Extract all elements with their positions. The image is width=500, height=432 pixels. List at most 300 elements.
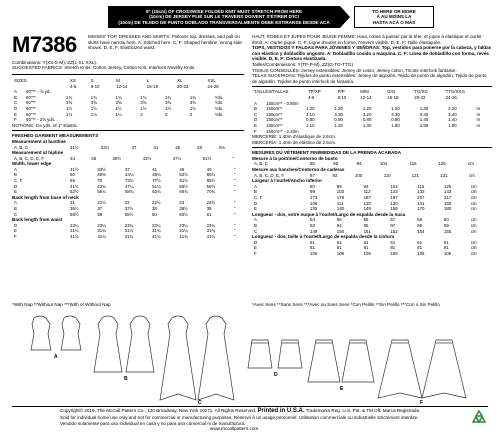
cell: 106	[310, 250, 318, 256]
cell: 31½	[70, 166, 79, 172]
cell: 149	[310, 228, 318, 234]
cell: 3.30	[334, 111, 343, 117]
size-col: P/P	[337, 89, 345, 95]
cell: 150	[443, 200, 452, 206]
cell: 81	[417, 245, 423, 251]
cell: 173	[310, 195, 318, 201]
cell: 31¾	[97, 228, 106, 234]
size-table-en	[12, 78, 244, 89]
cell: 140	[336, 206, 345, 212]
view-label-b: B	[124, 376, 128, 382]
cell: 31½	[70, 144, 79, 150]
right_column.yardage_rows-table	[252, 101, 492, 135]
cell: 1½	[165, 105, 172, 111]
cell: A	[14, 200, 17, 206]
cell: 22½	[151, 200, 161, 206]
cell: 1.40	[419, 117, 429, 123]
cell: 61	[417, 239, 423, 245]
measure-row	[252, 251, 492, 257]
cell: 3.10	[306, 111, 315, 117]
cell: 1¾	[90, 94, 97, 100]
stretch-target-box	[354, 6, 434, 28]
cell: B	[254, 106, 257, 112]
cell: cm	[470, 228, 477, 234]
cell: 197	[390, 195, 398, 201]
cell: 120	[363, 200, 371, 206]
view-f-back	[422, 340, 466, 398]
cell: A, B, C, D, E, F	[14, 155, 45, 161]
cell: 180	[443, 206, 452, 212]
cell: 1½	[90, 105, 97, 111]
size-range: 4-6	[308, 94, 315, 100]
cell: 57	[390, 217, 396, 223]
stretch-gauge-banner	[108, 6, 340, 28]
measurements-fr	[252, 156, 492, 257]
cell: Yds.	[214, 111, 224, 117]
measure-title: Largeur à l'ourlet/Ancho inferior	[252, 178, 323, 184]
cell: A	[14, 89, 17, 95]
cell: 94	[363, 183, 369, 189]
cell: 106	[443, 250, 452, 256]
cell: 22	[124, 200, 130, 206]
cell: 110	[383, 172, 391, 178]
cell: C	[14, 211, 18, 217]
cell: 41¾	[151, 234, 161, 239]
description-en: MISSES' TOP, DRESSES AND SKIRTS: Pullover top, dresses, and pull-on skirts have narrow hem. A: Stitched hem. C, F: Shaped hemline, wrong side shows. D, E, F: Elasticized waist.	[88, 34, 242, 51]
cell: 94	[356, 161, 362, 167]
cell: 100	[355, 172, 363, 178]
cell: 36½	[70, 206, 79, 212]
cell: B	[14, 206, 17, 212]
cell: m	[476, 117, 481, 123]
size-range: 24-26	[207, 83, 219, 89]
cell: 81½	[179, 178, 188, 184]
garment-drawings	[20, 310, 490, 406]
cell: C, F	[254, 195, 263, 201]
cell: 1.30	[362, 122, 372, 128]
measure-table	[12, 167, 244, 195]
divider	[252, 147, 492, 148]
cell: E	[14, 228, 17, 234]
cell: 3.40	[419, 111, 429, 117]
cell: cm	[470, 195, 477, 201]
cell: 52½	[70, 189, 79, 195]
description-es: TOPS, VESTIDOS Y FALDAS PARA JÓVENES Y SEÑORAS: Top, vestidos para ponerse por la cabeza, y faldas con elástico y dobladillo angosto. A: Dobladillo cosido a máquina. C, F: Línea de dobladillo con forma, revés visible. D, E, F: Cintura elastizada.	[252, 45, 492, 62]
notions-en: NOTIONS: 1⅛ yds. of 1" Elastic.	[12, 122, 79, 128]
cell: 23¾	[124, 222, 134, 228]
cell: "	[233, 189, 236, 195]
combos-fr: Tailles/Combinaisons: Y(TP-P-M), ZZ(G-TG-TTG)	[252, 61, 353, 67]
cell: E	[254, 122, 257, 128]
cell: "	[233, 206, 236, 212]
cell: 37	[97, 206, 103, 212]
view-e-back	[342, 340, 374, 382]
cell: D	[254, 117, 258, 123]
cell: 3.40	[448, 111, 457, 117]
cell: 1¾	[189, 94, 196, 100]
cell: B	[14, 94, 17, 100]
cell: C	[254, 111, 258, 117]
stretch-gauge-line-3: (10cm) DE TEJIDO DE PUNTO DOBLADO TRANSVERSALMENTE DEBE ESTIRARSE DESDE ACÁ	[118, 19, 330, 25]
cell: 115	[417, 183, 425, 189]
measure-title: Measurement at bustline	[12, 138, 66, 144]
cell: 207	[417, 195, 425, 201]
cell: 55	[336, 217, 342, 223]
measure-title: Longueur - dos, taille à l'ourlet/Largo de espalda desde la cintura	[252, 234, 394, 240]
cell: 49	[206, 166, 212, 172]
cell: 2	[165, 111, 168, 117]
cell: 81	[310, 245, 315, 251]
cell: 149	[363, 206, 371, 212]
cell: 2	[140, 111, 143, 117]
cell: 38½	[179, 206, 188, 212]
cell: 0.80	[306, 117, 315, 123]
measure-table	[252, 184, 492, 212]
cell: 1.90	[419, 122, 429, 128]
cell: 95	[363, 223, 369, 228]
cell: 60"**	[26, 100, 36, 106]
view-label-d: D	[274, 372, 278, 378]
cell: 85	[333, 161, 339, 167]
cell: 41¾	[97, 234, 106, 239]
cell: 73½	[124, 178, 134, 184]
copyright-text: Copyright© 2016, The McCall Pattern Co., 120 Broadway, New York 10271. All Rights Reserved.	[60, 408, 257, 413]
cell: 0.90	[391, 117, 400, 123]
cell: 44¼	[124, 172, 134, 178]
cell: 150cm**	[266, 106, 283, 112]
cell: 150cm** - 0.80m	[266, 100, 299, 106]
cell: F	[254, 128, 257, 134]
cell: 103	[336, 189, 345, 195]
cell: 150cm**	[266, 117, 283, 123]
cell: 1½	[189, 105, 196, 111]
cell: 3⅝	[165, 100, 172, 106]
size-range: 16-18	[387, 94, 399, 100]
cell: 34	[70, 155, 75, 161]
cell: 52½	[179, 172, 188, 178]
cell: 125	[438, 161, 446, 167]
cell: 77½	[152, 178, 161, 184]
measure-row	[12, 234, 244, 240]
divider	[252, 86, 492, 87]
cell: 60"** - ⅞ yd.	[26, 89, 51, 95]
cell: 56½	[206, 172, 216, 178]
stretch-gauge-line-2: (10cm) DE JERSEY PLIÉ SUR LE TRAVERS DOIVENT S'ÉTIRER D'ICI	[149, 14, 299, 20]
left_column.yardage_rows-table	[12, 89, 244, 123]
size-range: 24-26	[445, 94, 457, 100]
cell: 94	[336, 223, 342, 228]
cell: 1⅛	[66, 111, 73, 117]
divider	[12, 74, 244, 75]
cell: 131	[440, 172, 448, 178]
stretch-target-line-1: TO HERE OR MORE	[372, 9, 416, 15]
cell: 62¾	[152, 189, 161, 195]
cell: 3⅝	[140, 100, 147, 106]
cell: 59½	[206, 183, 216, 189]
cell: "	[233, 183, 236, 189]
cell: 23	[179, 200, 185, 206]
size-col: G/G	[387, 89, 396, 95]
measure-title: Back length from base of neck	[12, 194, 79, 200]
cell: 66¾	[179, 189, 188, 195]
cell: 187	[363, 195, 371, 201]
size-label: TAILLES/TALLAS	[254, 89, 289, 95]
cell: "	[233, 166, 236, 172]
cell: 135	[310, 206, 318, 212]
cell: 92	[332, 172, 338, 178]
cell: cm	[470, 239, 477, 245]
cell: cm	[468, 172, 475, 178]
cell: 1.20	[306, 106, 315, 112]
combinations-en: Combinations: Y(XS-S-M), ZZ(L-XL-XXL).	[12, 59, 98, 65]
size-col: M/M	[360, 89, 369, 95]
pattern-number: M7386	[12, 32, 77, 57]
cell: 106	[417, 250, 425, 256]
cell: 1.20	[391, 106, 400, 112]
cell: 3⅝	[189, 100, 196, 106]
cell: 21½	[97, 200, 106, 206]
measure-title: Mesure à la poitrine/Contorno de busto	[252, 155, 338, 161]
cell: 61	[390, 239, 396, 245]
size-col: TG/XG	[414, 89, 428, 95]
cell: 48%	[97, 172, 107, 178]
cell: 60"**	[26, 111, 36, 117]
cell: C	[254, 228, 258, 234]
cell: B	[254, 189, 257, 195]
cell: cm	[468, 161, 474, 167]
footer-url: www.mccallpattern.com	[210, 426, 259, 431]
description-fr: HAUT, ROBES ET JUPES POUR JEUNE FEMME: Haut, robes à passer par la tête, et jupes à élastique et ourlet étroit. A: Ourlet piqué. C, F: Ligne d'ourlet en forme, l'envers visible. D, E, F: Taille élastiquée.	[252, 34, 482, 45]
footnote-fr-es: *Avec Sens **Sans Sens ***Avec ou Sans Sens *Con Pelillo **Sin Pelillo ***Con o Sin Pelillo	[252, 302, 440, 307]
cell: Ins.	[218, 144, 226, 150]
cell: 80	[310, 183, 315, 189]
cell: 125	[443, 183, 452, 189]
cell: 112	[363, 189, 371, 195]
cell: 150cm**	[266, 111, 283, 117]
cell: cm	[470, 200, 477, 206]
cell: 3⅝	[90, 100, 97, 106]
cell: 23¼	[151, 222, 161, 228]
cell: 41½	[70, 183, 79, 189]
measure-title: Mesure aux hanches/Contorno de caderas	[252, 167, 345, 173]
cell: 23½	[206, 200, 216, 206]
cell: 61	[443, 239, 449, 245]
cell: 170	[417, 206, 425, 212]
cell: A, B, C, D, E, F	[254, 172, 285, 178]
size-range: 4-6	[70, 83, 77, 89]
cell: 1¼	[115, 111, 122, 117]
cell: 31¼	[179, 228, 188, 234]
view-b-front	[94, 316, 122, 372]
cell: 150cm** - 2.20m	[266, 128, 299, 134]
cell: 23¼	[97, 222, 106, 228]
cell: 1.20	[362, 106, 372, 112]
cell: 41¾	[179, 234, 188, 239]
stretch-target-line-3: HASTA ACÁ O MÁS	[372, 19, 416, 25]
cell: 59	[417, 217, 423, 223]
measure-title: Width, lower edge	[12, 161, 52, 167]
cell: 115	[409, 161, 417, 167]
cell: 69	[70, 178, 75, 184]
cell: 61	[206, 211, 212, 217]
cell: m	[476, 106, 481, 112]
view-c-back	[198, 316, 234, 400]
cell: 60½	[179, 211, 188, 217]
cell: 38	[151, 206, 157, 212]
cell: 39	[206, 206, 212, 212]
cell: D	[254, 239, 258, 245]
cell: 31¼	[124, 228, 134, 234]
cell: 47½	[172, 155, 182, 161]
view-label-f: F	[420, 400, 424, 406]
cell: 31¼	[70, 228, 79, 234]
cell: 106	[336, 250, 345, 256]
cell: 104	[379, 161, 388, 167]
cell: 97	[390, 223, 396, 228]
cell: 1¾	[66, 94, 73, 100]
cell: 51¼	[152, 183, 161, 189]
cell: 55¾	[97, 189, 106, 195]
cell: 111	[336, 200, 344, 206]
cell: 1.80	[391, 122, 400, 128]
cell: C	[14, 100, 18, 106]
footnote-en: *With Nap **Without Nap ***With or Without Nap	[12, 302, 111, 307]
cell: 70¾	[206, 189, 216, 195]
cell: 60	[151, 211, 157, 217]
size-col: M	[116, 77, 120, 83]
cell: 217	[443, 195, 452, 201]
cell: 59	[97, 211, 103, 217]
cell: 51½	[202, 155, 212, 161]
footer-line-2: Sold for individual home use only and not for commercial or manufacturing purposes. Réservé à un usage personnel. Utilisation commerciale ou industrielle strictement interdite.	[60, 415, 419, 420]
cell: 56	[363, 217, 369, 223]
size-col: S	[90, 77, 94, 83]
cell: 85	[336, 183, 342, 189]
cell: 81	[363, 245, 369, 251]
cell: 1.20	[334, 106, 343, 112]
cell: 3⅝	[115, 100, 122, 106]
size-col: L	[146, 77, 150, 83]
cell: 48¾	[152, 172, 161, 178]
cell: 60"**	[26, 105, 36, 111]
cell: A, B, C	[14, 144, 28, 150]
cell: 45	[179, 166, 185, 172]
size-range: 20-22	[414, 94, 426, 100]
view-a-front	[31, 316, 51, 350]
cell: F	[14, 234, 17, 239]
cell: "	[232, 155, 235, 161]
cell: 1¾	[115, 94, 122, 100]
cell: 159	[390, 206, 398, 212]
view-e-front	[308, 340, 340, 382]
telas-es: TELAS SUGERIDAS: Tejidos de punto extensibles: Jersey de algodón, Tejido de punto de algodón, Tejido de punto de algodón, Tejidos de punto interlock de fantasía.	[252, 73, 487, 84]
cell: 58¾	[124, 189, 134, 195]
cell: 58½	[70, 211, 79, 217]
cell: 43½	[142, 155, 152, 161]
size-range: 12-14	[360, 94, 372, 100]
cell: 23¼	[179, 222, 188, 228]
measure-table	[12, 200, 244, 217]
cell: "	[233, 211, 236, 217]
cell: "	[233, 234, 236, 239]
finished-title-fr: MESURES DU VÊTEMENT FINI/MEDIDAS DE LA PRENDA ACABADA	[252, 150, 402, 156]
cell: 60	[443, 217, 449, 223]
cell: 99	[443, 223, 449, 228]
cell: A	[254, 100, 257, 106]
cell: C, F	[14, 178, 23, 184]
cell: 41	[153, 144, 159, 150]
view-a-back	[61, 316, 81, 350]
cell: 1½	[66, 105, 73, 111]
cell: 59½	[124, 211, 134, 217]
divider	[12, 130, 244, 131]
cell: 1.40	[448, 117, 457, 123]
cell: 143	[443, 189, 452, 195]
view-label-c: C	[198, 400, 202, 406]
measure-title: Measurement at hipline	[12, 150, 64, 156]
cell: 43¾	[97, 183, 106, 189]
cell: 1¾	[140, 94, 147, 100]
cell: 45	[175, 144, 181, 150]
finished-title-en: FINISHED GARMENT MEASUREMENTS	[12, 133, 99, 139]
cell: 1.30	[419, 106, 429, 112]
cell: 3.20	[362, 111, 372, 117]
cell: B	[14, 172, 17, 178]
cell: 1⅛	[90, 111, 97, 117]
cell: 93	[310, 223, 315, 228]
cell: E	[254, 206, 257, 212]
cell: E	[254, 245, 257, 251]
cell: 23¾	[206, 222, 216, 228]
cell: 36	[91, 155, 97, 161]
cell: 130	[390, 200, 398, 206]
cell: 85½	[206, 178, 216, 184]
cell: cm	[470, 245, 477, 251]
mercerie-fr: MERCERIE: 1.40m d'élastique de 2.5cm.	[252, 134, 337, 140]
cell: F	[254, 250, 257, 256]
fabrics-en: SUGGESTED FABRICS: Stretch Knits: Cotton Jersey, Cotton Knit, Interlock Novelty Knits.	[12, 65, 196, 71]
size-table-fr	[252, 89, 492, 100]
merceria-es: MERCERÍA: 1.40m de elástico de 2.5cm.	[252, 139, 337, 145]
cell: 1.10	[306, 122, 315, 128]
cell: 155	[443, 228, 452, 234]
cell: 1.20	[334, 122, 343, 128]
cell: "	[233, 172, 236, 178]
cell: 3⅝	[66, 100, 73, 106]
footer-line-3: Vendido solamente para uso individual en casa y no para uso comercial ni de manufactura.	[60, 421, 246, 426]
cell: 31¾	[206, 228, 216, 234]
view-b-back	[126, 316, 154, 372]
cell: 1½	[140, 105, 147, 111]
cell: 31¾	[151, 228, 161, 234]
view-c-front	[160, 316, 196, 400]
cell: 81	[443, 245, 449, 251]
cell: 21	[70, 200, 75, 206]
cell: 106	[310, 200, 318, 206]
cell: 41	[152, 166, 158, 172]
cell: E	[14, 111, 17, 117]
cell: 60"**	[26, 94, 36, 100]
cell: 33½	[100, 144, 110, 150]
cell: cm	[470, 183, 477, 189]
cell: "	[233, 222, 236, 228]
cell: D	[14, 105, 18, 111]
cell: 61	[310, 239, 315, 245]
cell: 60"** - 2⅝ yds.	[26, 117, 56, 123]
size-range: 8-10	[90, 83, 100, 89]
yardage-fr	[252, 101, 492, 135]
measurements-en	[12, 139, 244, 240]
